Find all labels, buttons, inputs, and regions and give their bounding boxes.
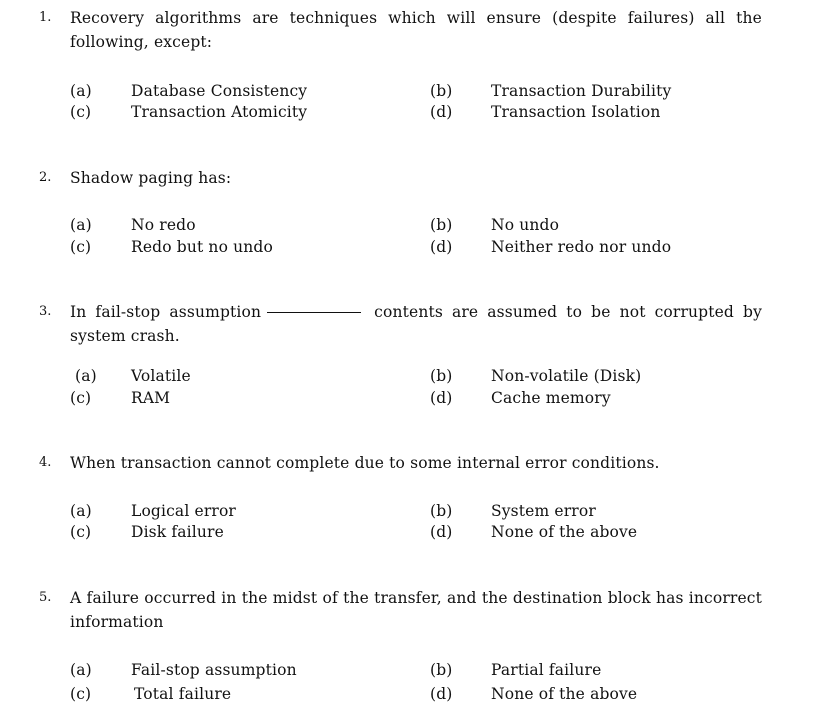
option-text: Transaction Durability [491, 82, 672, 100]
option-row [0, 500, 825, 522]
option-label: (d) [430, 685, 453, 703]
option-row [0, 365, 825, 387]
option-label: (b) [430, 367, 453, 385]
option-label: (a) [70, 82, 92, 100]
option-label: (d) [430, 103, 453, 121]
question-text-before: In fail-stop assumption [70, 303, 262, 321]
option-row [0, 659, 825, 681]
option-label: (a) [70, 661, 92, 679]
option-text: Volatile [131, 367, 191, 385]
question-text: When transaction cannot complete due to some internal error conditions. [70, 454, 660, 472]
option-label: (d) [430, 523, 453, 541]
option-text: Total failure [134, 685, 232, 703]
option-label: (c) [70, 523, 92, 541]
option-text: Partial failure [491, 661, 602, 679]
option-text: Cache memory [491, 389, 611, 407]
option-text: No undo [491, 216, 560, 234]
option-row [0, 683, 825, 705]
option-text: System error [491, 502, 596, 520]
option-text: Disk failure [131, 523, 224, 541]
option-text: Transaction Atomicity [131, 103, 308, 121]
question-number: 5. [39, 590, 52, 605]
option-text: None of the above [491, 685, 638, 703]
question-text: Recovery algorithms are techniques which will ensure (despite failures) all the following, except: [70, 9, 762, 51]
option-label: (a) [70, 216, 92, 234]
option-row [0, 521, 825, 543]
option-text: Non-volatile (Disk) [491, 367, 642, 385]
fill-in-blank [267, 311, 361, 313]
option-row [0, 214, 825, 236]
option-text: Redo but no undo [131, 238, 273, 256]
option-text: Transaction Isolation [491, 103, 661, 121]
option-text: Fail-stop assumption [131, 661, 297, 679]
option-label: (b) [430, 661, 453, 679]
option-row [0, 387, 825, 409]
question-text [70, 300, 762, 348]
option-label: (a) [70, 502, 92, 520]
question-text: A failure occurred in the midst of the transfer, and the destination block has incorrect information [70, 589, 762, 631]
option-label: (c) [70, 685, 92, 703]
option-row [0, 236, 825, 258]
option-label: (b) [430, 82, 453, 100]
question-number: 1. [39, 10, 52, 25]
option-text: Logical error [131, 502, 236, 520]
option-label: (d) [430, 238, 453, 256]
option-text: No redo [131, 216, 196, 234]
question-number: 2. [39, 170, 52, 185]
option-label: (b) [430, 502, 453, 520]
question-text: Shadow paging has: [70, 169, 232, 187]
option-label: (c) [70, 103, 92, 121]
option-label: (b) [430, 216, 453, 234]
option-label: (c) [70, 389, 92, 407]
question-number: 4. [39, 455, 52, 470]
option-row [0, 101, 825, 123]
question-text-after: contents are assumed to be not corrupted by system crash. [70, 303, 763, 345]
option-text: RAM [131, 389, 171, 407]
option-label: (d) [430, 389, 453, 407]
option-label: (c) [70, 238, 92, 256]
option-text: None of the above [491, 523, 638, 541]
option-label: (a) [75, 367, 97, 385]
question-number: 3. [39, 304, 52, 319]
option-text: Neither redo nor undo [491, 238, 672, 256]
option-text: Database Consistency [131, 82, 308, 100]
option-row [0, 80, 825, 102]
